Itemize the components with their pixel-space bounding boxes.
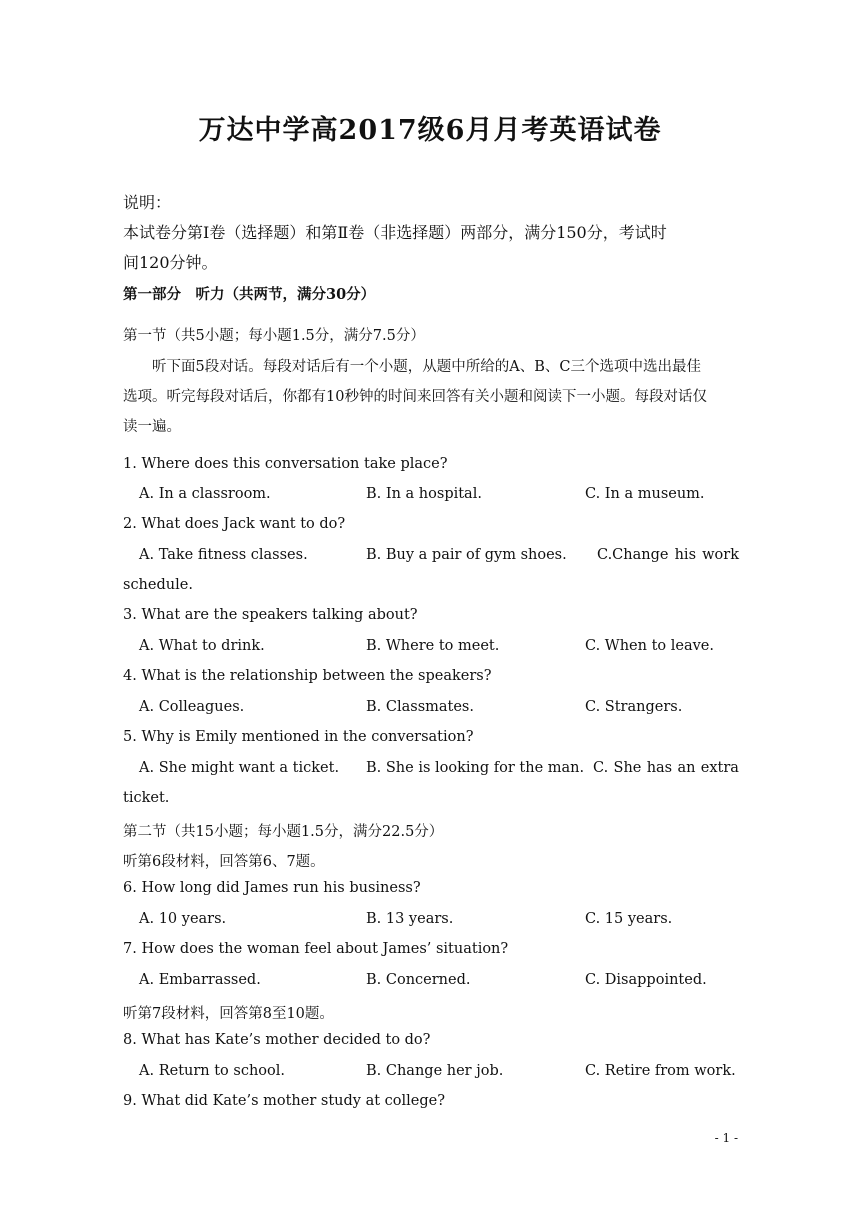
- material-7-instruction: 听第7段材料，回答第8至10题。: [123, 1006, 334, 1022]
- q2-option-c-word: his: [674, 547, 697, 563]
- intro-line-1: 本试卷分第Ⅰ卷（选择题）和第Ⅱ卷（非选择题）两部分，满分150分，考试时: [123, 223, 667, 242]
- q5-option-c-word: an: [677, 760, 696, 776]
- question-1: 1. Where does this conversation take place?: [123, 456, 448, 472]
- question-6: 6. How long did James run his business?: [123, 880, 421, 896]
- q5-option-c-word: extra: [700, 760, 739, 776]
- q5-option-a: A. She might want a ticket.: [139, 760, 340, 776]
- section2-heading: 第二节（共15小题；每小题1.5分，满分22.5分）: [123, 824, 444, 840]
- section1-heading: 第一节（共5小题；每小题1.5分，满分7.5分）: [123, 328, 425, 344]
- question-8: 8. What has Kate’s mother decided to do?: [123, 1032, 431, 1048]
- q7-option-c: C. Disappointed.: [585, 972, 707, 988]
- q2-option-c-word: C.Change: [597, 547, 669, 563]
- exam-title: 万达中学高2017级6月月考英语试卷: [198, 115, 662, 146]
- q2-option-c: [597, 547, 739, 563]
- q6-option-a: A. 10 years.: [139, 911, 227, 927]
- question-5: 5. Why is Emily mentioned in the conversation?: [123, 729, 474, 745]
- q2-option-c-continued: schedule.: [123, 577, 193, 593]
- q8-option-c: C. Retire from work.: [585, 1063, 736, 1079]
- q1-option-a: A. In a classroom.: [139, 486, 271, 502]
- question-9: 9. What did Kate’s mother study at college?: [123, 1093, 446, 1109]
- q4-option-b: B. Classmates.: [366, 699, 474, 715]
- q7-option-b: B. Concerned.: [366, 972, 471, 988]
- q5-option-b: B. She is looking for the man.: [366, 760, 585, 776]
- q4-option-c: C. Strangers.: [585, 699, 683, 715]
- intro-heading: 说明：: [123, 193, 172, 212]
- intro-line-2: 间120分钟。: [123, 253, 218, 272]
- q3-option-c: C. When to leave.: [585, 638, 714, 654]
- q7-option-a: A. Embarrassed.: [139, 972, 261, 988]
- q5-option-c: [593, 760, 739, 776]
- q1-option-b: B. In a hospital.: [366, 486, 482, 502]
- section1-instruction-line-2: 选项。听完每段对话后，你都有10秒钟的时间来回答有关小题和阅读下一小题。每段对话仅: [123, 389, 707, 405]
- section1-instruction-line-3: 读一遍。: [123, 419, 181, 435]
- question-7: 7. How does the woman feel about James’ situation?: [123, 941, 509, 957]
- question-3: 3. What are the speakers talking about?: [123, 607, 418, 623]
- material-6-instruction: 听第6段材料，回答第6、7题。: [123, 854, 325, 870]
- q5-option-c-continued: ticket.: [123, 790, 170, 806]
- question-2: 2. What does Jack want to do?: [123, 516, 346, 532]
- q1-option-c: C. In a museum.: [585, 486, 705, 502]
- q4-option-a: A. Colleagues.: [139, 699, 245, 715]
- q3-option-a: A. What to drink.: [139, 638, 265, 654]
- q8-option-b: B. Change her job.: [366, 1063, 504, 1079]
- question-4: 4. What is the relationship between the speakers?: [123, 668, 492, 684]
- q6-option-b: B. 13 years.: [366, 911, 454, 927]
- section1-instruction-line-1: 听下面5段对话。每段对话后有一个小题，从题中所给的A、B、C三个选项中选出最佳: [152, 359, 701, 375]
- part1-heading: 第一部分 听力（共两节，满分30分）: [123, 286, 376, 303]
- q5-option-c-word: She: [613, 760, 642, 776]
- q6-option-c: C. 15 years.: [585, 911, 673, 927]
- q5-option-c-word: C.: [593, 760, 609, 776]
- q2-option-b: B. Buy a pair of gym shoes.: [366, 547, 567, 563]
- q8-option-a: A. Return to school.: [139, 1063, 286, 1079]
- q2-option-a: A. Take fitness classes.: [139, 547, 308, 563]
- q2-option-c-word: work: [702, 547, 739, 563]
- page-number: - 1 -: [714, 1131, 738, 1145]
- q3-option-b: B. Where to meet.: [366, 638, 500, 654]
- q5-option-c-word: has: [646, 760, 673, 776]
